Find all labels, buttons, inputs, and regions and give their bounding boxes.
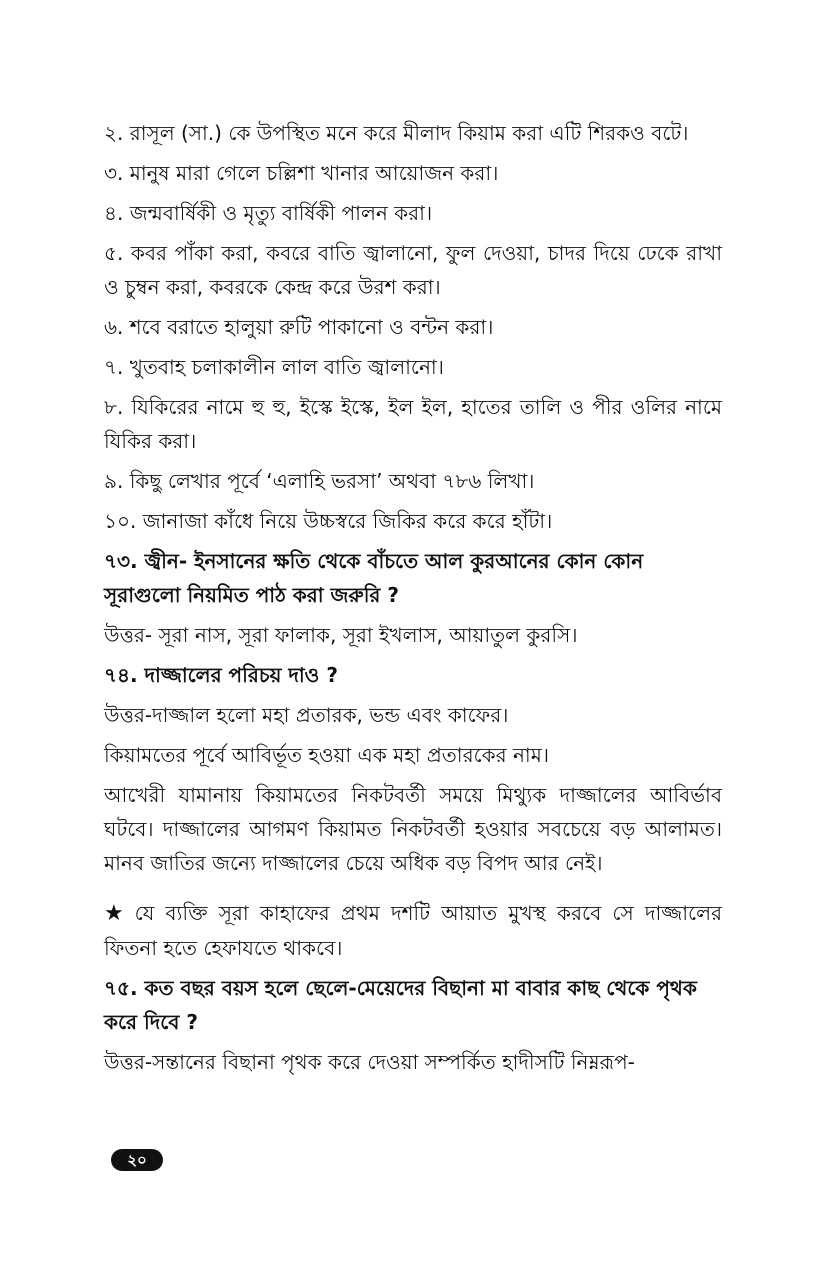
star-note bbox=[104, 896, 722, 965]
question-74: ৭৪. দাজ্জালের পরিচয় দাও ? bbox=[104, 663, 338, 687]
list-item: ৯. কিছু লেখার পূর্বে ‘এলাহি ভরসা’ অথবা ৭৮৬ লিখা। bbox=[104, 469, 535, 493]
list-item: ৮. যিকিরের নামে হু হু, ইস্কে ইস্কে, ইল ইল, হাতের তালি ও পীর ওলির নামে যিকির করা। bbox=[104, 395, 722, 453]
star-icon: ★ bbox=[104, 901, 129, 926]
list-item: ৬. শবে বরাতে হালুয়া রুটি পাকানো ও বন্টন করা। bbox=[104, 315, 494, 339]
answer-73: উত্তর- সূরা নাস, সূরা ফালাক, সূরা ইখলাস, আয়াতুল কুরসি। bbox=[104, 623, 578, 647]
list-item: ৪. জন্মবার্ষিকী ও মৃত্যু বার্ষিকী পালন করা। bbox=[104, 201, 433, 225]
list-item: ৭. খুতবাহ চলাকালীন লাল বাতি জ্বালানো। bbox=[104, 355, 444, 379]
page-number: ২০ bbox=[111, 1149, 163, 1171]
page-content bbox=[104, 116, 722, 1085]
list-item: ১০. জানাজা কাঁধে নিয়ে উচ্চস্বরে জিকির করে করে হাঁটা। bbox=[104, 509, 553, 533]
answer-75: উত্তর-সন্তানের বিছানা পৃথক করে দেওয়া সম্পর্কিত হাদীসটি নিম্নরূপ- bbox=[104, 1050, 635, 1074]
list-item: ২. রাসূল (সা.) কে উপস্থিত মনে করে মীলাদ কিয়াম করা এটি শিরকও বটে। bbox=[104, 121, 689, 145]
question-75: ৭৫. কত বছর বয়স হলে ছেলে-মেয়েদের বিছানা মা বাবার কাছ থেকে পৃথক করে দিবে ? bbox=[104, 976, 697, 1034]
star-note-text: যে ব্যক্তি সূরা কাহাফের প্রথম দশটি আয়াত মুখস্থ করবে সে দাজ্জালের ফিতনা হতে হেফাযতে থাকবে। bbox=[104, 901, 722, 960]
list-item: ৩. মানুষ মারা গেলে চল্লিশা খানার আয়োজন করা। bbox=[104, 161, 499, 185]
answer-74-line-1: উত্তর-দাজ্জাল হলো মহা প্রতারক, ভন্ড এবং কাফের। bbox=[104, 703, 509, 727]
list-item: ৫. কবর পাঁকা করা, কবরে বাতি জ্বালানো, ফুল দেওয়া, চাদর দিয়ে ঢেকে রাখা ও চুম্বন করা, কবরকে কেন্দ্র করে উরশ করা। bbox=[104, 241, 722, 299]
answer-74-paragraph: আখেরী যামানায় কিয়ামতের নিকটবর্তী সময়ে মিথ্যুক দাজ্জালের আবির্ভাব ঘটবে। দাজ্জালের আগমণ কিয়ামত নিকটবর্তী হওয়ার সবচেয়ে বড় আলামত। মানব জাতির জন্যে দাজ্জালের চেয়ে অধিক বড় বিপদ আর নেই। bbox=[104, 783, 722, 875]
spacer bbox=[104, 886, 722, 896]
question-73: ৭৩. জ্বীন- ইনসানের ক্ষতি থেকে বাঁচতে আল কুরআনের কোন কোন সূরাগুলো নিয়মিত পাঠ করা জরুরি ? bbox=[104, 549, 644, 607]
answer-74-line-2: কিয়ামতের পূর্বে আবির্ভূত হওয়া এক মহা প্রতারকের নাম। bbox=[104, 743, 549, 767]
